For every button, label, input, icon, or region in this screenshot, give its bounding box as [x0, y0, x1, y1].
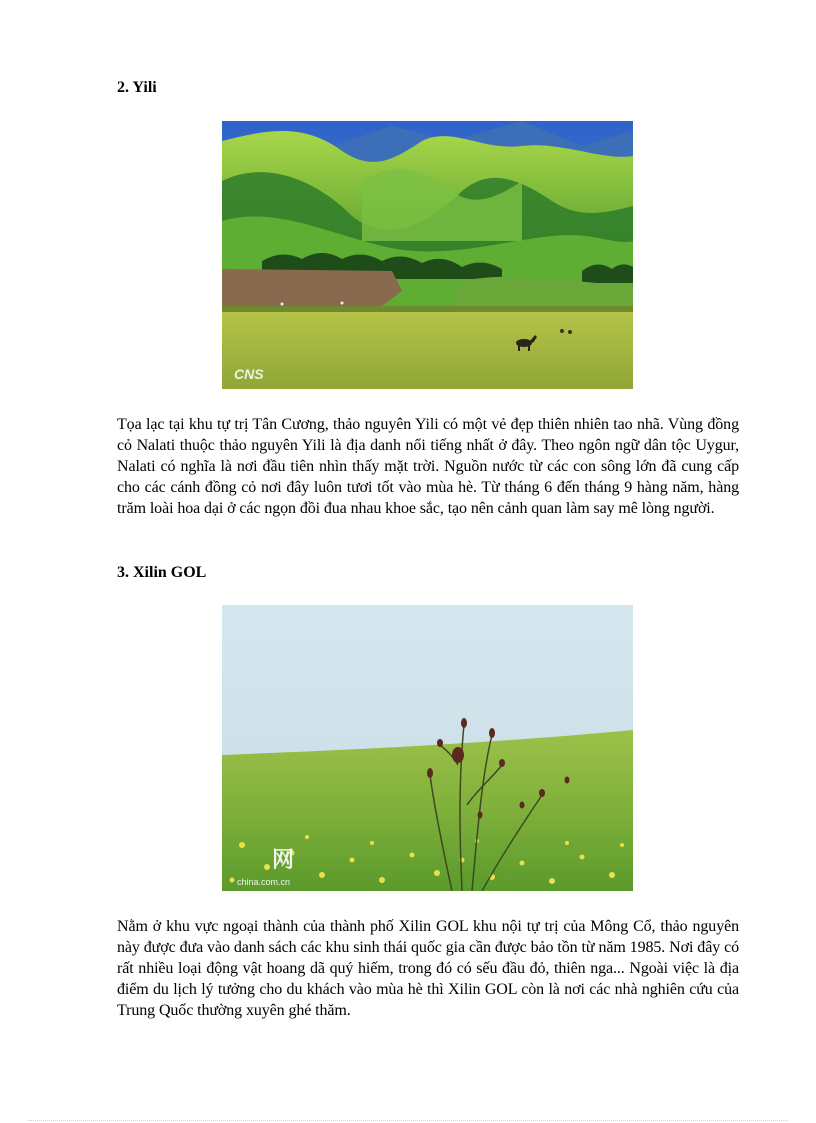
xilin-gol-paragraph: Nằm ở khu vực ngoại thành của thành phố Xilin GOL khu nội tự trị của Mông Cổ, thảo nguyên này được đưa vào danh sách các khu sinh thái quốc gia cần được bảo tồn từ năm 1985. Nơi đây có rất nhiều loại động vật hoang dã quý hiếm, trong đó có sếu đầu đỏ, thiên nga... Ngoài việc là địa điểm du lịch lý tưởng cho du khách vào mùa hè thì Xilin GOL còn là nơi các nhà nghiên cứu của Trung Quốc thường xuyên ghé thăm. — [117, 918, 739, 1019]
page-footer-divider — [28, 1120, 788, 1121]
yili-paragraph: Tọa lạc tại khu tự trị Tân Cương, thảo nguyên Yili có một vẻ đẹp thiên nhiên tao nhã. Vùng đồng cỏ Nalati thuộc thảo nguyên Yili là địa danh nổi tiếng nhất ở đây. Theo ngôn ngữ dân tộc Uygur, Nalati có nghĩa là nơi đầu tiên nhìn thấy mặt trời. Nguồn nước từ các con sông lớn đã cung cấp cho các cánh đồng cỏ nơi đây luôn tươi tốt vào mùa hè. Từ tháng 6 đến tháng 9 hàng năm, hàng trăm loài hoa dại ở các ngọn đồi đua nhau khoe sắc, tạo nên cảnh quan làm say mê lòng người. — [117, 416, 739, 517]
xilin-gol-grassland-illustration — [222, 605, 633, 891]
yili-landscape-illustration — [222, 121, 633, 389]
cns-watermark: CNS — [234, 366, 264, 382]
yili-landscape-photo — [222, 121, 633, 389]
section-heading-xilin-gol: 3. Xilin GOL — [117, 564, 207, 581]
section-heading-yili: 2. Yili — [117, 79, 157, 96]
china-logo-watermark: 网 — [272, 847, 295, 872]
xilin-gol-grassland-photo — [222, 605, 633, 891]
china-url-watermark: china.com.cn — [237, 877, 291, 887]
